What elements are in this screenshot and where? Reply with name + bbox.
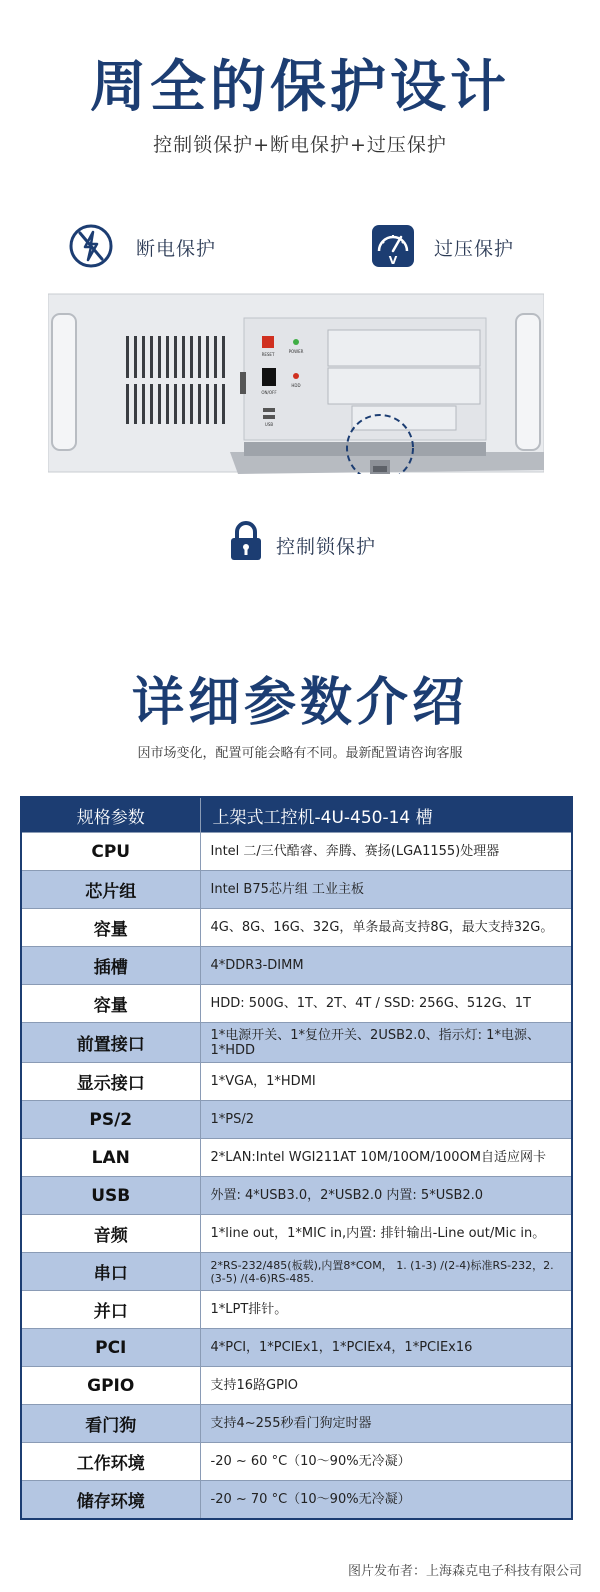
table-row [21, 1215, 572, 1253]
table-row [21, 1481, 572, 1519]
hdd-label: HDD [291, 383, 301, 388]
row-value: 4*PCI，1*PCIEx1，1*PCIEx4，1*PCIEx16 [200, 1329, 572, 1367]
table-row [21, 1329, 572, 1367]
row-key: 工作环境 [21, 1443, 200, 1481]
table-row [21, 1139, 572, 1177]
row-value: 1*line out，1*MIC in,内置: 排针输出-Line out/Mic in。 [200, 1215, 572, 1253]
overvoltage-feature [370, 223, 416, 273]
lock-feature [229, 521, 263, 565]
row-key: 看门狗 [21, 1405, 200, 1443]
row-key: 并口 [21, 1291, 200, 1329]
publisher-credit: 图片发布者：上海森克电子科技有限公司 [347, 1564, 582, 1579]
row-value: HDD: 500G、1T、2T、4T / SSD: 256G、512G、1T [200, 985, 572, 1023]
row-value: -20 ~ 60 °C（10～90%无冷凝） [200, 1443, 572, 1481]
table-row [21, 1177, 572, 1215]
row-key: 储存环境 [21, 1481, 200, 1519]
spec-table [20, 796, 573, 1520]
row-key: 音频 [21, 1215, 200, 1253]
table-row [21, 985, 572, 1023]
power-off-protection-icon [68, 223, 114, 269]
power-label: POWER [288, 349, 304, 354]
table-row [21, 1063, 572, 1101]
table-row [21, 1291, 572, 1329]
protection-title: 周全的保护设计 [90, 55, 510, 120]
row-key: 前置接口 [21, 1023, 200, 1063]
row-key: 芯片组 [21, 871, 200, 909]
row-value: 2*LAN:Intel WGI211AT 10M/10OM/100OM自适应网卡 [200, 1139, 572, 1177]
table-row [21, 1101, 572, 1139]
row-key: 串口 [21, 1253, 200, 1291]
protection-subtitle: 控制锁保护+断电保护+过压保护 [153, 134, 447, 156]
overvoltage-label: 过压保护 [434, 238, 515, 260]
table-row [21, 947, 572, 985]
row-key: LAN [21, 1139, 200, 1177]
power-off-feature [68, 223, 114, 273]
params-subtitle: 因市场变化，配置可能会略有不同。最新配置请咨询客服 [137, 746, 463, 761]
row-value: -20 ~ 70 °C（10～90%无冷凝） [200, 1481, 572, 1519]
table-row [21, 1023, 572, 1063]
row-value: 4*DDR3-DIMM [200, 947, 572, 985]
table-row [21, 833, 572, 871]
row-value: 支持4~255秒看门狗定时器 [200, 1405, 572, 1443]
params-title: 详细参数介绍 [131, 673, 468, 733]
onoff-label: ON/OFF [261, 390, 277, 395]
voltmeter-icon [370, 223, 416, 269]
row-value: Intel 二/三代酷睿、奔腾、赛扬(LGA1155)处理器 [200, 833, 572, 871]
row-value: 支持16路GPIO [200, 1367, 572, 1405]
table-row [21, 909, 572, 947]
usb-label: USB [264, 422, 274, 427]
row-key: GPIO [21, 1367, 200, 1405]
table-header-row [21, 797, 572, 833]
row-key: 容量 [21, 909, 200, 947]
svg-text:V: V [388, 254, 398, 267]
table-row [21, 1443, 572, 1481]
row-value: 4G、8G、16G、32G，单条最高支持8G，最大支持32G。 [200, 909, 572, 947]
row-key: 容量 [21, 985, 200, 1023]
table-row [21, 1367, 572, 1405]
header-value: 上架式工控机-4U-450-14 槽 [200, 797, 572, 833]
row-value: 1*VGA，1*HDMI [200, 1063, 572, 1101]
row-value: 2*RS-232/485(板载),内置8*COM， 1. (1-3) /(2-4)标准RS-232，2. (3-5) /(4-6)RS-485. [200, 1253, 572, 1291]
row-key: USB [21, 1177, 200, 1215]
row-value: 1*PS/2 [200, 1101, 572, 1139]
table-row [21, 871, 572, 909]
lock-label: 控制锁保护 [276, 536, 377, 558]
row-value: 1*LPT排针。 [200, 1291, 572, 1329]
table-row [21, 1405, 572, 1443]
row-key: PCI [21, 1329, 200, 1367]
row-value: 1*电源开关、1*复位开关、2USB2.0、指示灯: 1*电源、1*HDD [200, 1023, 572, 1063]
table-row [21, 1253, 572, 1291]
padlock-icon [229, 521, 263, 561]
row-key: 插槽 [21, 947, 200, 985]
row-key: 显示接口 [21, 1063, 200, 1101]
row-key: PS/2 [21, 1101, 200, 1139]
row-value: 外置: 4*USB3.0，2*USB2.0 内置: 5*USB2.0 [200, 1177, 572, 1215]
power-off-label: 断电保护 [136, 238, 217, 260]
row-value: Intel B75芯片组 工业主板 [200, 871, 572, 909]
reset-label: RESET [261, 352, 275, 357]
industrial-chassis-illustration [48, 292, 544, 474]
row-key: CPU [21, 833, 200, 871]
header-key: 规格参数 [21, 797, 200, 833]
